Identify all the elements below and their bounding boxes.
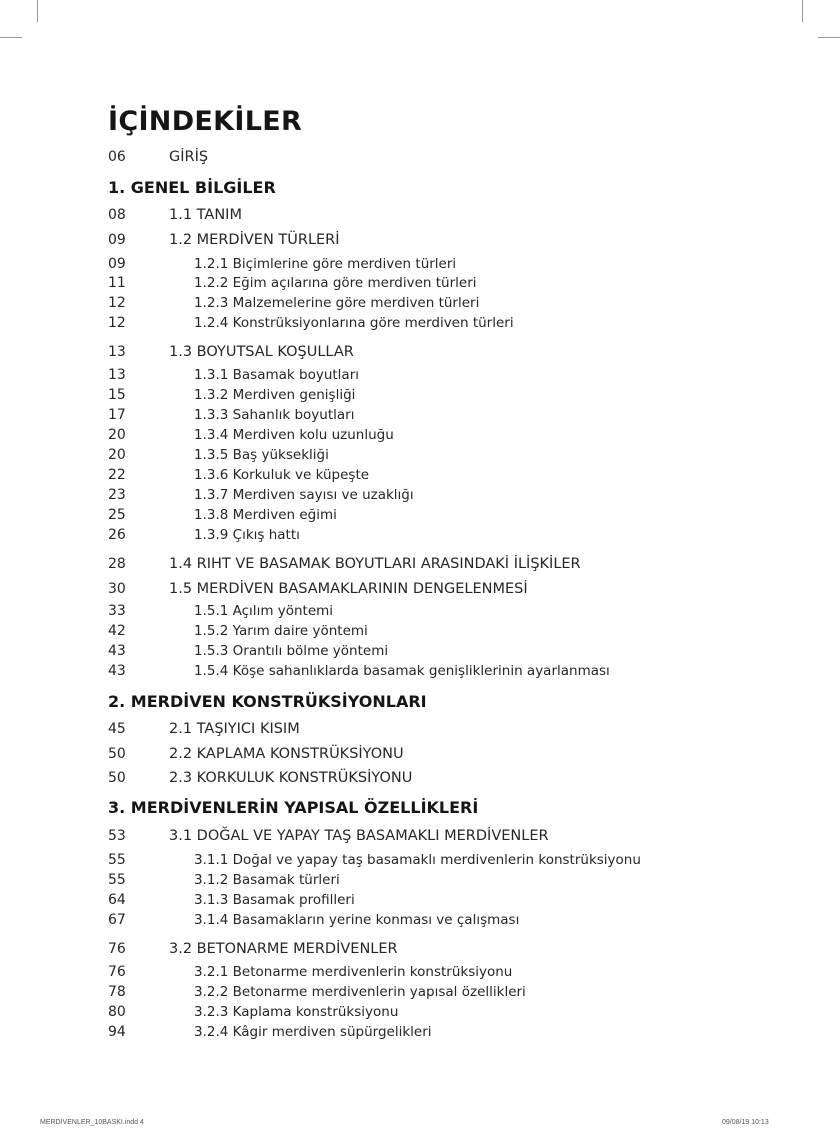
crop-mark-top-right-h <box>818 37 840 38</box>
toc-entry-label: 1.3.3 Sahanlık boyutları <box>194 407 355 423</box>
toc-entry-label: 1.3.1 Basamak boyutları <box>194 367 360 383</box>
toc-entry-label: 1.3.9 Çıkış hattı <box>194 527 300 543</box>
crop-mark-top-right-v <box>802 0 803 22</box>
toc-page-number: 45 <box>108 721 126 737</box>
toc-page-number: 33 <box>108 603 126 619</box>
toc-entry-label: 1.3.7 Merdiven sayısı ve uzaklığı <box>194 487 414 503</box>
toc-entry-label: 1.3.5 Baş yüksekliği <box>194 447 329 463</box>
toc-page-number: 42 <box>108 623 126 639</box>
toc-page-number: 11 <box>108 275 126 291</box>
toc-entry-label: 2.2 KAPLAMA KONSTRÜKSİYONU <box>169 746 404 762</box>
toc-page-number: 20 <box>108 447 126 463</box>
toc-entry-label: 1.5.3 Orantılı bölme yöntemi <box>194 643 389 659</box>
toc-entry-label: 1.4 RIHT VE BASAMAK BOYUTLARI ARASINDAKİ İLİŞKİLER <box>169 556 581 572</box>
page-title: İÇİNDEKİLER <box>108 106 303 138</box>
toc-page-number: 78 <box>108 984 126 1000</box>
toc-entry-label: 3.2.2 Betonarme merdivenlerin yapısal özellikleri <box>194 984 526 1000</box>
crop-mark-top-left-h <box>0 37 22 38</box>
toc-page-number: 55 <box>108 852 126 868</box>
footer-date-slug: 09/08/19 10:13 <box>722 1119 769 1126</box>
section-heading[interactable]: 3. MERDİVENLERİN YAPISAL ÖZELLİKLERİ <box>108 798 479 817</box>
toc-entry-label: GİRİŞ <box>169 149 209 165</box>
toc-page-number: 64 <box>108 892 126 908</box>
toc-page-number: 50 <box>108 746 126 762</box>
toc-page-number: 43 <box>108 663 126 679</box>
toc-page-number: 76 <box>108 941 126 957</box>
toc-entry-label: 3.1.3 Basamak profilleri <box>194 892 355 908</box>
toc-page-number: 17 <box>108 407 126 423</box>
toc-entry-label: 1.5.4 Köşe sahanlıklarda basamak genişliklerinin ayarlanması <box>194 663 610 679</box>
toc-page-number: 80 <box>108 1004 126 1020</box>
toc-entry-label: 1.1 TANIM <box>169 207 242 223</box>
toc-entry-label: 1.2.3 Malzemelerine göre merdiven türleri <box>194 295 480 311</box>
toc-page-number: 26 <box>108 527 126 543</box>
toc-page-number: 25 <box>108 507 126 523</box>
crop-mark-top-left-v <box>37 0 38 22</box>
toc-entry-label: 1.3 BOYUTSAL KOŞULLAR <box>169 344 354 360</box>
toc-page-number: 28 <box>108 556 126 572</box>
toc-entry-label: 2.3 KORKULUK KONSTRÜKSİYONU <box>169 770 413 786</box>
toc-page-number: 53 <box>108 828 126 844</box>
section-heading[interactable]: 1. GENEL BİLGİLER <box>108 178 276 197</box>
toc-page-number: 12 <box>108 295 126 311</box>
toc-entry-label: 3.1 DOĞAL VE YAPAY TAŞ BASAMAKLI MERDİVENLER <box>169 828 549 844</box>
toc-page-number: 76 <box>108 964 126 980</box>
toc-entry-label: 3.2.4 Kâgir merdiven süpürgelikleri <box>194 1024 432 1040</box>
toc-page-number: 43 <box>108 643 126 659</box>
toc-page-number: 13 <box>108 344 126 360</box>
toc-page-number: 09 <box>108 256 126 272</box>
toc-entry-label: 2.1 TAŞIYICI KISIM <box>169 721 300 737</box>
toc-entry-label: 1.5.2 Yarım daire yöntemi <box>194 623 368 639</box>
toc-entry-label: 1.2.1 Biçimlerine göre merdiven türleri <box>194 256 457 272</box>
toc-entry-label: 1.3.8 Merdiven eğimi <box>194 507 337 523</box>
toc-page-number: 20 <box>108 427 126 443</box>
toc-entry-label: 3.1.2 Basamak türleri <box>194 872 340 888</box>
toc-entry-label: 1.5.1 Açılım yöntemi <box>194 603 334 619</box>
toc-page-number: 67 <box>108 912 126 928</box>
toc-entry-label: 1.5 MERDİVEN BASAMAKLARININ DENGELENMESİ <box>169 581 528 597</box>
toc-entry-label: 1.3.6 Korkuluk ve küpeşte <box>194 467 370 483</box>
toc-page-number: 50 <box>108 770 126 786</box>
toc-entry-label: 3.2 BETONARME MERDİVENLER <box>169 941 398 957</box>
toc-page-number: 94 <box>108 1024 126 1040</box>
toc-page-number: 23 <box>108 487 126 503</box>
toc-page-number: 22 <box>108 467 126 483</box>
toc-entry-label: 3.1.1 Doğal ve yapay taş basamaklı merdivenlerin konstrüksiyonu <box>194 852 641 868</box>
section-heading[interactable]: 2. MERDİVEN KONSTRÜKSİYONLARI <box>108 692 427 711</box>
toc-page-number: 13 <box>108 367 126 383</box>
toc-page-number: 15 <box>108 387 126 403</box>
toc-page-number: 12 <box>108 315 126 331</box>
toc-page-number: 09 <box>108 232 126 248</box>
toc-entry-label: 1.3.4 Merdiven kolu uzunluğu <box>194 427 394 443</box>
toc-entry-label: 1.2.4 Konstrüksiyonlarına göre merdiven türleri <box>194 315 514 331</box>
toc-entry-label: 1.3.2 Merdiven genişliği <box>194 387 356 403</box>
toc-entry-label: 3.2.3 Kaplama konstrüksiyonu <box>194 1004 399 1020</box>
toc-entry-label: 1.2.2 Eğim açılarına göre merdiven türleri <box>194 275 477 291</box>
toc-page-number: 08 <box>108 207 126 223</box>
toc-page-number: 55 <box>108 872 126 888</box>
footer-file-slug: MERDIVENLER_10BASKI.indd 4 <box>40 1119 144 1126</box>
toc-entry-label: 1.2 MERDİVEN TÜRLERİ <box>169 232 340 248</box>
toc-entry-label: 3.1.4 Basamakların yerine konması ve çalışması <box>194 912 520 928</box>
toc-page-number: 06 <box>108 149 126 165</box>
toc-page-number: 30 <box>108 581 126 597</box>
toc-entry-label: 3.2.1 Betonarme merdivenlerin konstrüksiyonu <box>194 964 513 980</box>
